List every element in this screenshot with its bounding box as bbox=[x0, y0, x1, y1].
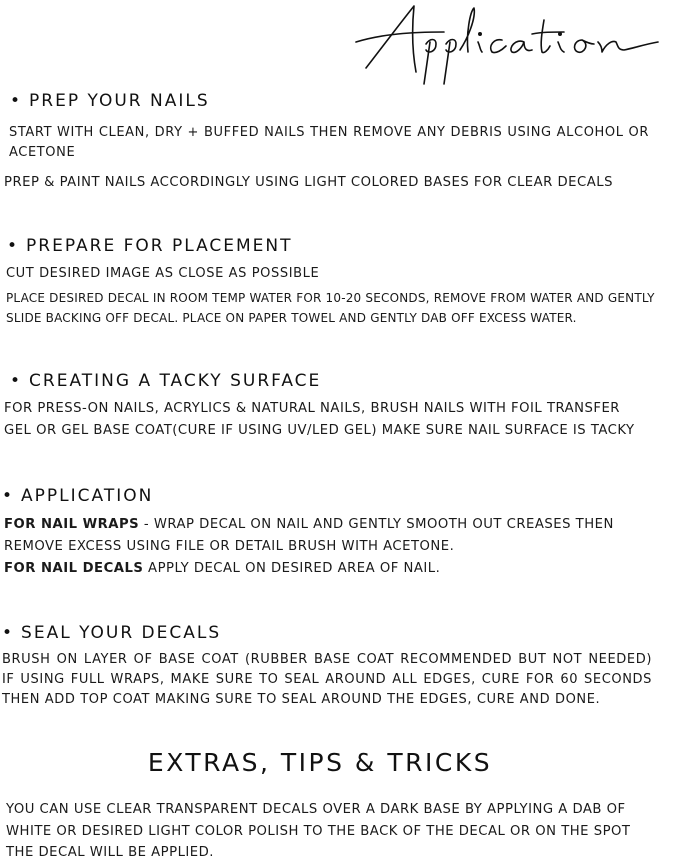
extras-paragraph-1: YOU CAN USE CLEAR TRANSPARENT DECALS OVER A DARK BASE BY APPLYING A DAB OF WHITE OR DESIRED LIGHT COLOR POLISH TO THE BACK OF THE DECAL OR ON THE SPOT THE DECAL WILL BE APPLIED. bbox=[6, 802, 631, 860]
bullet-icon: • bbox=[10, 91, 23, 111]
section-heading-seal bbox=[2, 623, 221, 643]
tacky-paragraph-1: FOR PRESS-ON NAILS, ACRYLICS & NATURAL NAILS, BRUSH NAILS WITH FOIL TRANSFER GEL OR GEL BASE COAT(CURE IF USING UV/LED GEL) MAKE SURE NAIL SURFACE IS TACKY bbox=[4, 401, 635, 438]
section-heading-application bbox=[2, 486, 153, 506]
application-script-title bbox=[352, 0, 670, 88]
wraps-label: FOR NAIL WRAPS bbox=[4, 517, 140, 532]
application-wraps-paragraph bbox=[4, 514, 644, 557]
heading-text: PREP YOUR NAILS bbox=[29, 91, 210, 111]
bullet-icon: • bbox=[2, 486, 15, 506]
prep-paragraph-1: START WITH CLEAN, DRY + BUFFED NAILS THEN REMOVE ANY DEBRIS USING ALCOHOL OR ACETONE bbox=[9, 125, 649, 160]
bullet-icon: • bbox=[7, 236, 20, 256]
bullet-icon: • bbox=[2, 623, 15, 643]
section-heading-prep bbox=[10, 91, 210, 111]
wraps-text: - WRAP DECAL ON NAIL AND GENTLY SMOOTH OUT CREASES THEN REMOVE EXCESS USING FILE OR DETAIL BRUSH WITH ACETONE. bbox=[4, 517, 614, 554]
seal-paragraph-1: BRUSH ON LAYER OF BASE COAT (RUBBER BASE COAT RECOMMENDED BUT NOT NEEDED) IF USING FULL WRAPS, MAKE SURE TO SEAL AROUND ALL EDGES, CURE FOR 60 SECONDS THEN ADD TOP COAT MAKING SURE TO SEAL AROUND THE EDGES, CURE AND DONE. bbox=[2, 652, 652, 707]
section-heading-placement bbox=[7, 236, 293, 256]
placement-paragraph-2: PLACE DESIRED DECAL IN ROOM TEMP WATER FOR 10-20 SECONDS, REMOVE FROM WATER AND GENTLY SLIDE BACKING OFF DECAL. PLACE ON PAPER TOWEL AND GENTLY DAB OFF EXCESS WATER. bbox=[6, 291, 655, 325]
extras-heading: EXTRAS, TIPS & TRICKS bbox=[147, 748, 493, 777]
heading-text: APPLICATION bbox=[21, 486, 154, 506]
heading-text: CREATING A TACKY SURFACE bbox=[29, 371, 322, 391]
page-title bbox=[352, 0, 670, 88]
heading-text: PREPARE FOR PLACEMENT bbox=[26, 236, 293, 256]
placement-paragraph-1: CUT DESIRED IMAGE AS CLOSE AS POSSIBLE bbox=[6, 266, 320, 281]
bullet-icon: • bbox=[10, 371, 23, 391]
decals-label: FOR NAIL DECALS bbox=[4, 561, 144, 576]
heading-text: SEAL YOUR DECALS bbox=[21, 623, 222, 643]
decals-text: APPLY DECAL ON DESIRED AREA OF NAIL. bbox=[143, 561, 441, 576]
prep-paragraph-2: PREP & PAINT NAILS ACCORDINGLY USING LIGHT COLORED BASES FOR CLEAR DECALS bbox=[4, 175, 613, 190]
application-decals-paragraph bbox=[4, 558, 644, 580]
section-heading-tacky bbox=[10, 371, 321, 391]
